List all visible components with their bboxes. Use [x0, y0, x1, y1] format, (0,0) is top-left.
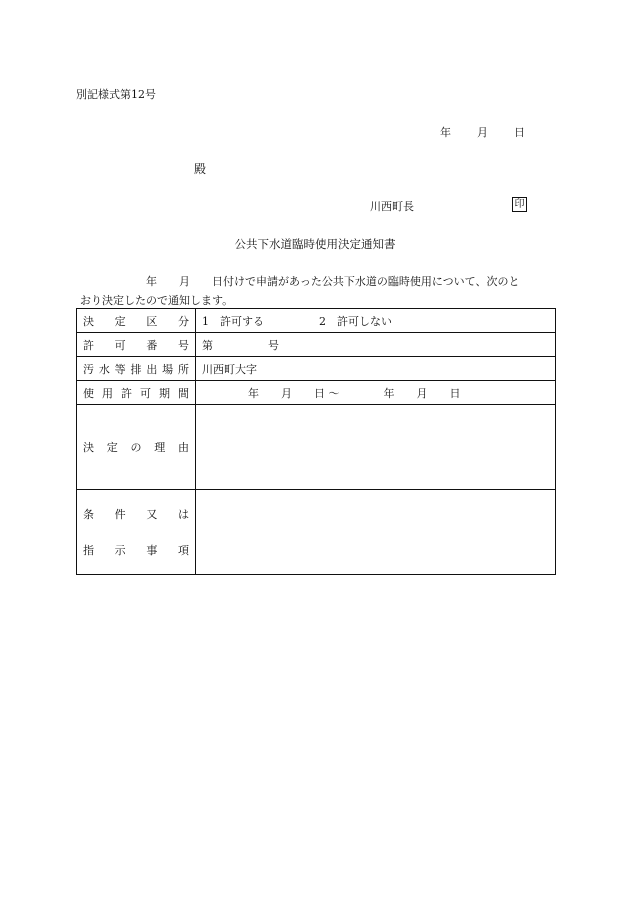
- decision-table: [76, 308, 556, 575]
- table-row: [77, 333, 556, 357]
- permit-number-label: 許可番号: [77, 333, 196, 357]
- table-row: [77, 405, 556, 490]
- conditions-value: [196, 490, 556, 575]
- period-value: 年 月 日 ～ 年 月 日: [196, 381, 556, 405]
- date-year: 年: [440, 126, 451, 139]
- reason-value: [196, 405, 556, 490]
- permit-number-value: 第 号: [196, 333, 556, 357]
- date-line: [440, 124, 525, 140]
- period-label: 使用許可期間: [77, 381, 196, 405]
- conditions-label-line-2: 指示事項: [83, 544, 189, 557]
- table-row: [77, 490, 556, 575]
- conditions-label-cell: [77, 490, 196, 575]
- intro-line-2: おり決定したので通知します。: [80, 294, 234, 307]
- discharge-place-value: 川西町大字: [196, 357, 556, 381]
- table-row: [77, 309, 556, 333]
- discharge-place-label: 汚水等排出場所: [77, 357, 196, 381]
- date-month: 月: [477, 126, 488, 139]
- addressee: 殿: [194, 162, 207, 176]
- date-day: 日: [514, 126, 525, 139]
- table-row: [77, 357, 556, 381]
- reason-label: 決定の理由: [77, 405, 196, 490]
- issuer: 川西町長: [370, 200, 414, 213]
- document-title: 公共下水道臨時使用決定通知書: [234, 237, 396, 251]
- form-number: 別記様式第12号: [76, 88, 156, 101]
- seal-box: 印: [512, 197, 527, 212]
- intro-line-1: 年 月 日付けで申請があった公共下水道の臨時使用について、次のと: [146, 275, 520, 288]
- decision-label: 決定区分: [77, 309, 196, 333]
- decision-value: 1 許可する 2 許可しない: [196, 309, 556, 333]
- table-row: [77, 381, 556, 405]
- conditions-label-line-1: 条件又は: [83, 508, 189, 521]
